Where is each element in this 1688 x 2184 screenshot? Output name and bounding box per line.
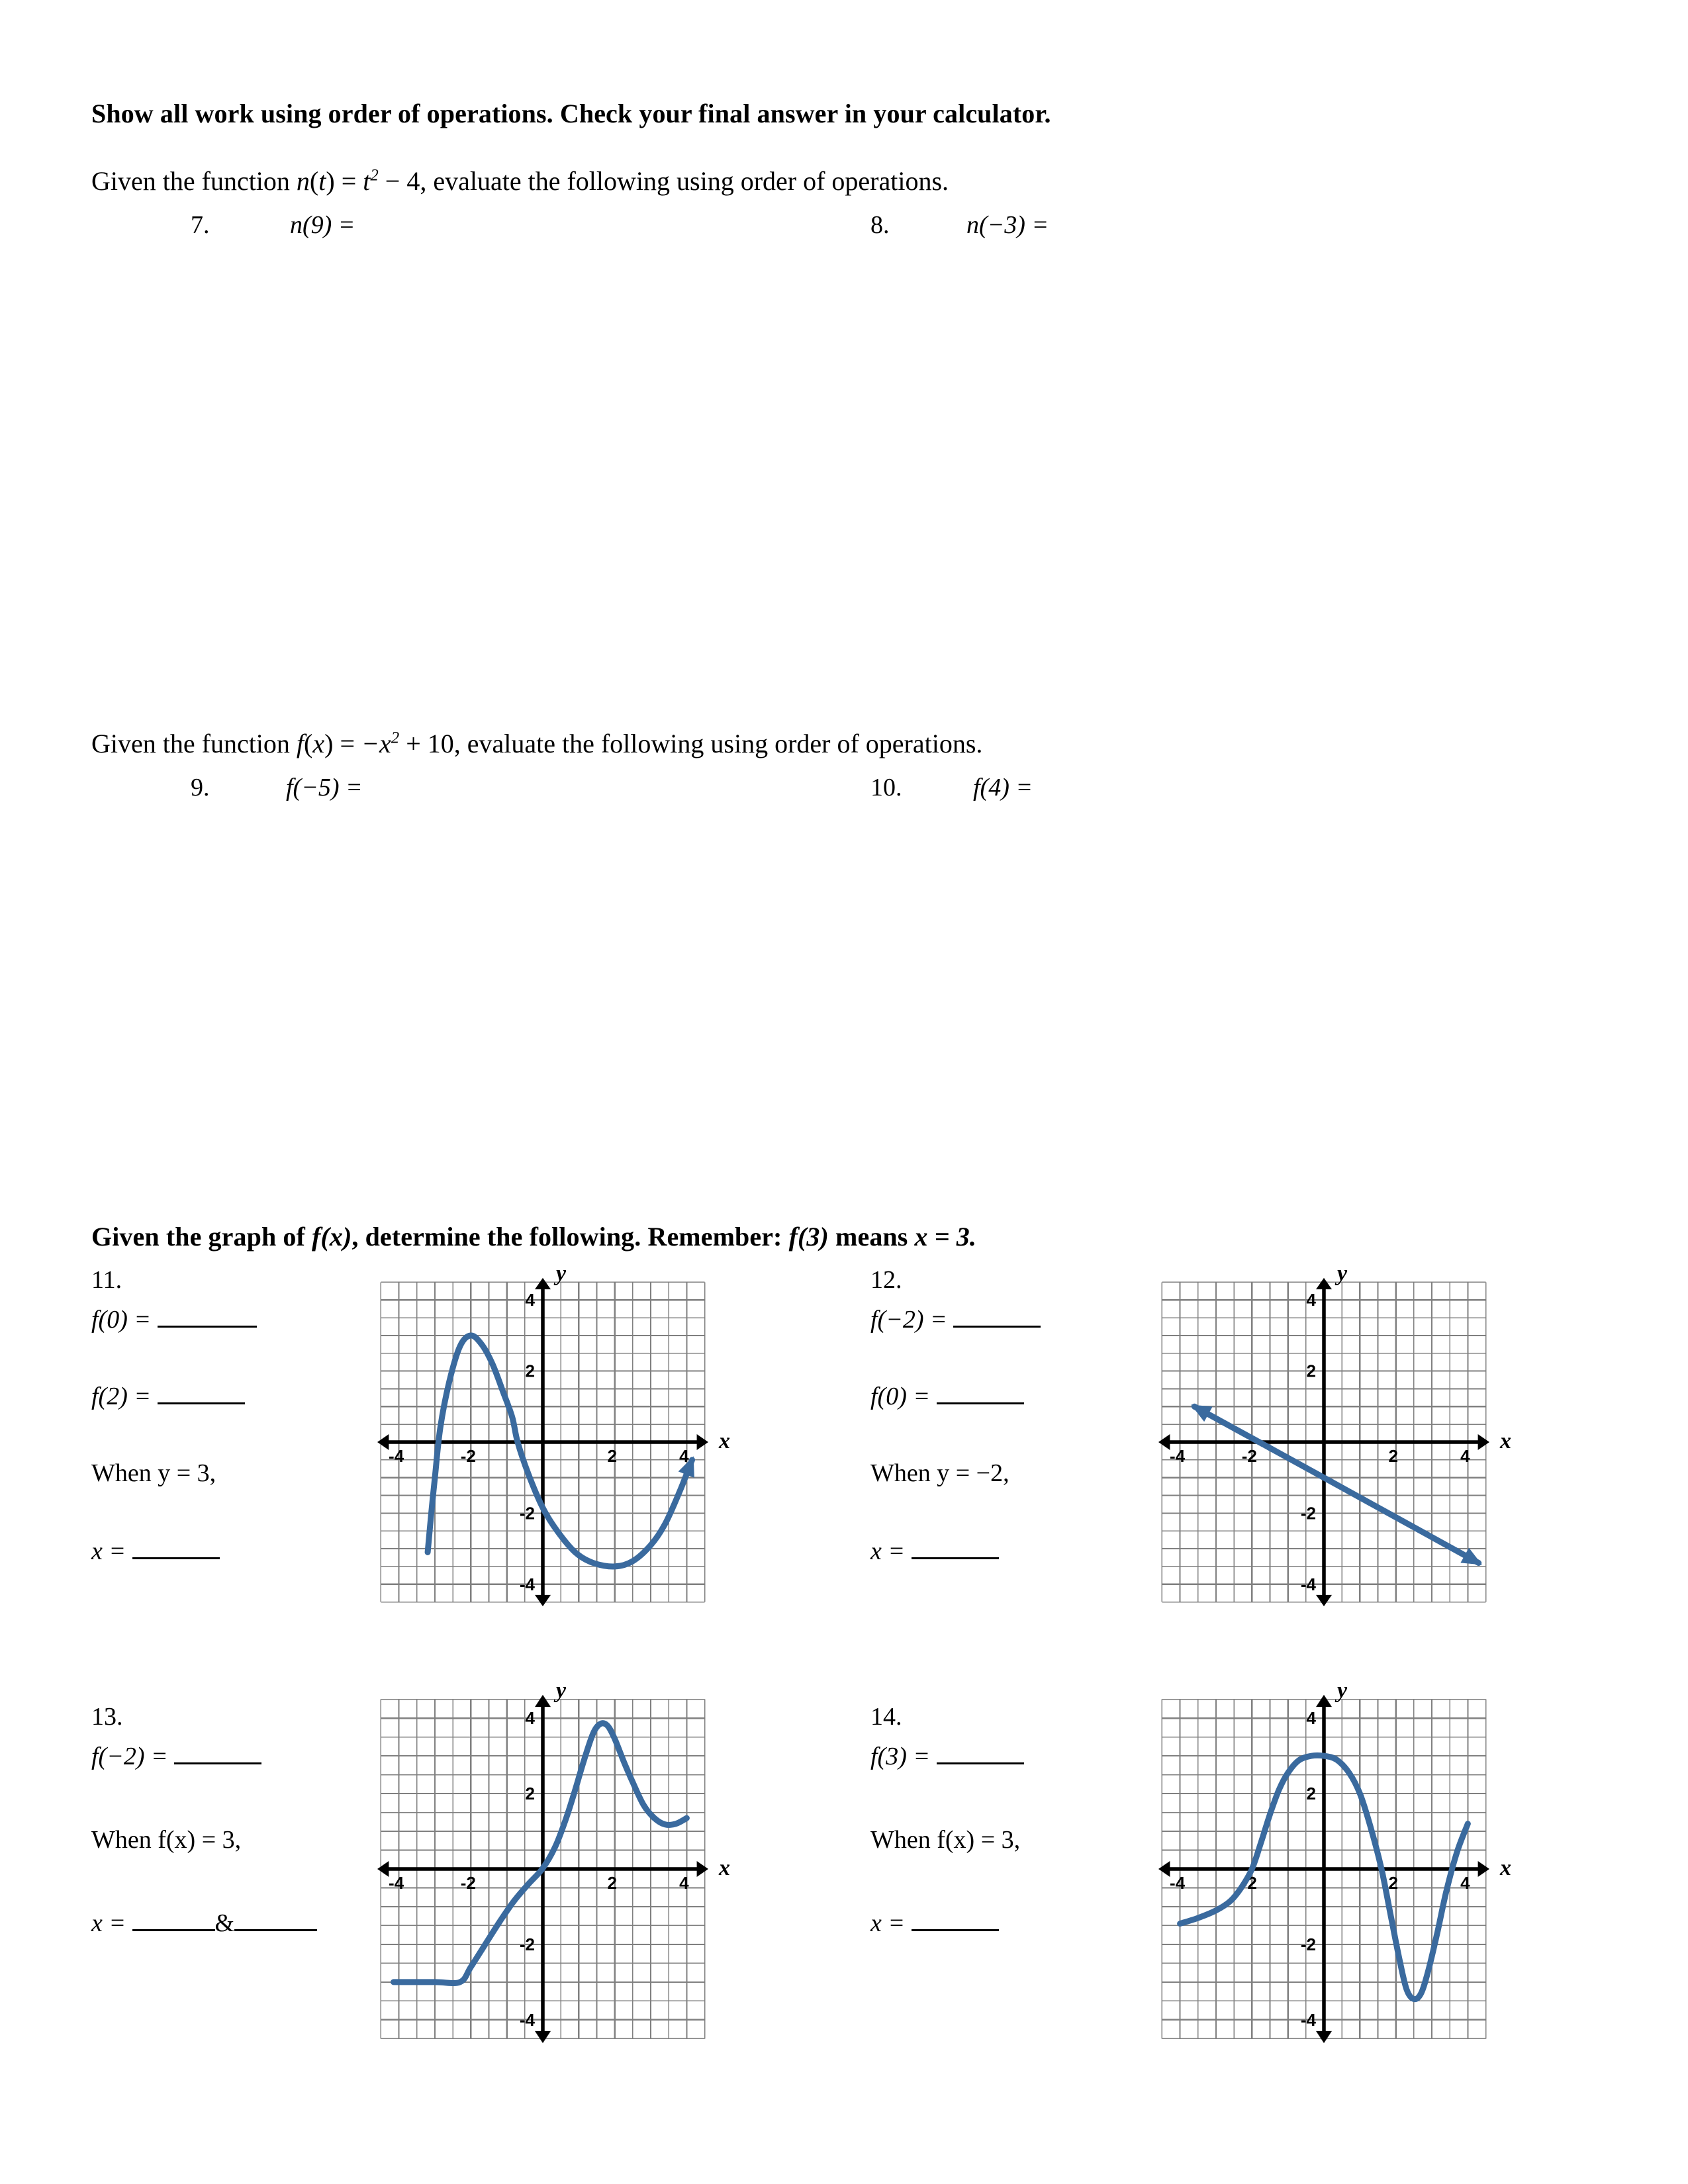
svg-text:-2: -2 — [519, 1503, 535, 1524]
problem-9-expression[interactable]: f(−5) = — [286, 774, 363, 801]
svg-text:2: 2 — [1306, 1361, 1316, 1381]
problem-13-label-2: When f(x) = 3, — [91, 1826, 242, 1854]
problem-13-answer-blank-3[interactable] — [234, 1929, 317, 1931]
svg-text:2: 2 — [1388, 1873, 1398, 1893]
problem-13-line-3 — [91, 1911, 402, 1936]
section1-function-name: n — [296, 166, 310, 196]
problem-7-number: 7. — [191, 211, 210, 239]
problem-11-label-4: x = — [91, 1537, 126, 1565]
problem-12-label-4: x = — [870, 1537, 906, 1565]
section2-function-var: x — [312, 729, 325, 758]
section3-heading-part2: , determine the following. Remember: — [352, 1222, 789, 1251]
problem-13-line-1 — [91, 1744, 402, 1769]
problem-10-expression[interactable]: f(4) = — [973, 774, 1033, 801]
problem-10-number: 10. — [870, 774, 902, 801]
svg-text:4: 4 — [525, 1708, 535, 1729]
section2-function-base: −x — [361, 729, 391, 758]
svg-text:-2: -2 — [1300, 1934, 1316, 1954]
svg-text:2: 2 — [525, 1361, 535, 1381]
problem-11-line-2 — [91, 1384, 376, 1409]
svg-text:2: 2 — [607, 1446, 617, 1466]
problem-13-block — [91, 1704, 402, 1936]
graph-12-xlabel: x — [1500, 1429, 1511, 1453]
svg-text:-4: -4 — [519, 1574, 535, 1594]
problem-13-answer-blank-2[interactable] — [132, 1929, 215, 1931]
section1-prompt-suffix: , evaluate the following using order of operations. — [420, 166, 949, 196]
problem-8-number: 8. — [870, 211, 890, 239]
graph-11-ylabel: y — [556, 1261, 567, 1286]
graph-11 — [371, 1257, 730, 1615]
svg-text:4: 4 — [1306, 1708, 1316, 1729]
problem-12-block — [870, 1267, 1155, 1564]
problem-11-answer-blank-3[interactable] — [132, 1557, 220, 1559]
problem-12-number: 12. — [870, 1266, 902, 1294]
problem-12-answer-blank-2[interactable] — [937, 1402, 1024, 1404]
svg-text:-2: -2 — [519, 1934, 535, 1954]
svg-text:-4: -4 — [389, 1446, 404, 1466]
graph-12-svg — [1152, 1257, 1511, 1615]
graph-14-svg — [1152, 1674, 1511, 2052]
problem-13-ampersand: & — [214, 1909, 235, 1937]
problem-9-number: 9. — [191, 774, 210, 801]
section1-prompt: Given the function $n(t) = t^2 - 4$, evaluate the following using order of operations. — [91, 166, 949, 196]
section1-function-var: t — [318, 166, 326, 196]
graph-14 — [1152, 1674, 1511, 2052]
svg-text:2: 2 — [1306, 1784, 1316, 1804]
svg-text:4: 4 — [1460, 1873, 1470, 1893]
svg-text:4: 4 — [1306, 1290, 1316, 1310]
problem-11-label-2: f(2) = — [91, 1383, 152, 1410]
svg-text:4: 4 — [679, 1873, 689, 1893]
problem-13-line-2 — [91, 1827, 402, 1852]
section3-heading-part3: means — [828, 1222, 915, 1251]
graph-11-axes — [377, 1278, 708, 1606]
section3-heading-fn2: f(3) — [788, 1222, 829, 1251]
section3-heading-fn: f(x) — [312, 1222, 352, 1251]
problem-13-number: 13. — [91, 1703, 123, 1731]
problem-14-line-3 — [870, 1911, 1182, 1936]
section1-function-base: t — [363, 166, 371, 196]
problem-14-block — [870, 1704, 1182, 1936]
problem-14-number: 14. — [870, 1703, 902, 1731]
graph-13-ylabel: y — [556, 1678, 567, 1703]
svg-text:2: 2 — [1388, 1446, 1398, 1466]
problem-12-label-2: f(0) = — [870, 1383, 931, 1410]
graph-12 — [1152, 1257, 1511, 1615]
problem-13-answer-blank-1[interactable] — [174, 1762, 261, 1764]
graph-14-ylabel: y — [1337, 1678, 1348, 1703]
section1-function-exponent: 2 — [370, 166, 379, 185]
problem-7-expression[interactable]: n(9) = — [290, 211, 355, 239]
section2-prompt-prefix: Given the function — [91, 729, 297, 758]
problem-13-label-1: f(−2) = — [91, 1743, 168, 1770]
problem-12-answer-blank-3[interactable] — [912, 1557, 999, 1559]
graph-11-xlabel: x — [719, 1429, 730, 1453]
problem-14-line-1 — [870, 1744, 1182, 1769]
problem-11-label-3: When y = 3, — [91, 1459, 216, 1487]
section2-function-name: f — [296, 729, 305, 758]
svg-text:4: 4 — [525, 1290, 535, 1310]
problem-12-label-1: f(−2) = — [870, 1306, 947, 1334]
graph-12-axes — [1158, 1278, 1489, 1606]
graph-14-xlabel: x — [1500, 1856, 1511, 1880]
problem-11-number: 11. — [91, 1266, 122, 1294]
svg-text:-2: -2 — [1241, 1873, 1257, 1893]
problem-14-line-2 — [870, 1827, 1182, 1852]
problem-12-line-4 — [870, 1539, 1155, 1564]
svg-text:-2: -2 — [460, 1446, 476, 1466]
svg-text:-4: -4 — [1170, 1446, 1186, 1466]
problem-14-label-3: x = — [870, 1909, 906, 1937]
problem-13-label-3: x = — [91, 1909, 126, 1937]
svg-text:-2: -2 — [1300, 1503, 1316, 1524]
problem-11-line-1 — [91, 1307, 376, 1332]
instruction-heading: Show all work using order of operations. Check your final answer in your calculator. — [91, 99, 1051, 128]
problem-11-line-4 — [91, 1539, 376, 1564]
problem-8-expression[interactable]: n(−3) = — [966, 211, 1049, 239]
problem-12-answer-blank-1[interactable] — [953, 1326, 1041, 1328]
section3-heading — [91, 1221, 976, 1252]
graph-12-ylabel: y — [1337, 1261, 1348, 1286]
graph-11-svg — [371, 1257, 730, 1615]
section2-function-rest: + 10 — [399, 729, 454, 758]
problem-12-line-1 — [870, 1307, 1155, 1332]
svg-text:-2: -2 — [1241, 1446, 1257, 1466]
graph-13-xlabel: x — [719, 1856, 730, 1880]
svg-text:-2: -2 — [460, 1873, 476, 1893]
svg-text:2: 2 — [607, 1873, 617, 1893]
section2-prompt-suffix: , evaluate the following using order of operations. — [453, 729, 983, 758]
section1-function-rest: − 4 — [378, 166, 420, 196]
graph-12-curve — [1194, 1406, 1478, 1563]
problem-14-answer-blank-1[interactable] — [937, 1762, 1024, 1764]
problem-12-line-2 — [870, 1384, 1155, 1409]
problem-14-label-1: f(3) = — [870, 1743, 931, 1770]
graph-13-svg — [371, 1674, 730, 2052]
problem-11-line-3 — [91, 1461, 376, 1486]
svg-text:-4: -4 — [1170, 1873, 1186, 1893]
svg-text:4: 4 — [679, 1446, 689, 1466]
problem-11-block — [91, 1267, 376, 1564]
section2-function-exponent: 2 — [391, 729, 400, 747]
problem-11-answer-blank-1[interactable] — [158, 1326, 257, 1328]
graph-14-axes — [1158, 1695, 1489, 2043]
section3-heading-part1: Given the graph of — [91, 1222, 312, 1251]
section1-prompt-prefix: Given the function — [91, 166, 297, 196]
problem-14-label-2: When f(x) = 3, — [870, 1826, 1021, 1854]
problem-14-answer-blank-2[interactable] — [912, 1929, 999, 1931]
section2-prompt: Given the function $f(x) = -x^2 + 10$, evaluate the following using order of operations. — [91, 729, 983, 758]
svg-text:-4: -4 — [389, 1873, 404, 1893]
svg-text:-4: -4 — [1300, 1574, 1316, 1594]
svg-text:2: 2 — [525, 1784, 535, 1804]
problem-12-label-3: When y = −2, — [870, 1459, 1009, 1487]
section3-heading-fn3: x = 3. — [914, 1222, 976, 1251]
svg-text:-4: -4 — [519, 2009, 535, 2030]
svg-text:4: 4 — [1460, 1446, 1470, 1466]
problem-11-label-1: f(0) = — [91, 1306, 152, 1334]
problem-12-line-3 — [870, 1461, 1155, 1486]
svg-text:-4: -4 — [1300, 2009, 1316, 2030]
graph-13 — [371, 1674, 730, 2052]
problem-11-answer-blank-2[interactable] — [158, 1402, 245, 1404]
